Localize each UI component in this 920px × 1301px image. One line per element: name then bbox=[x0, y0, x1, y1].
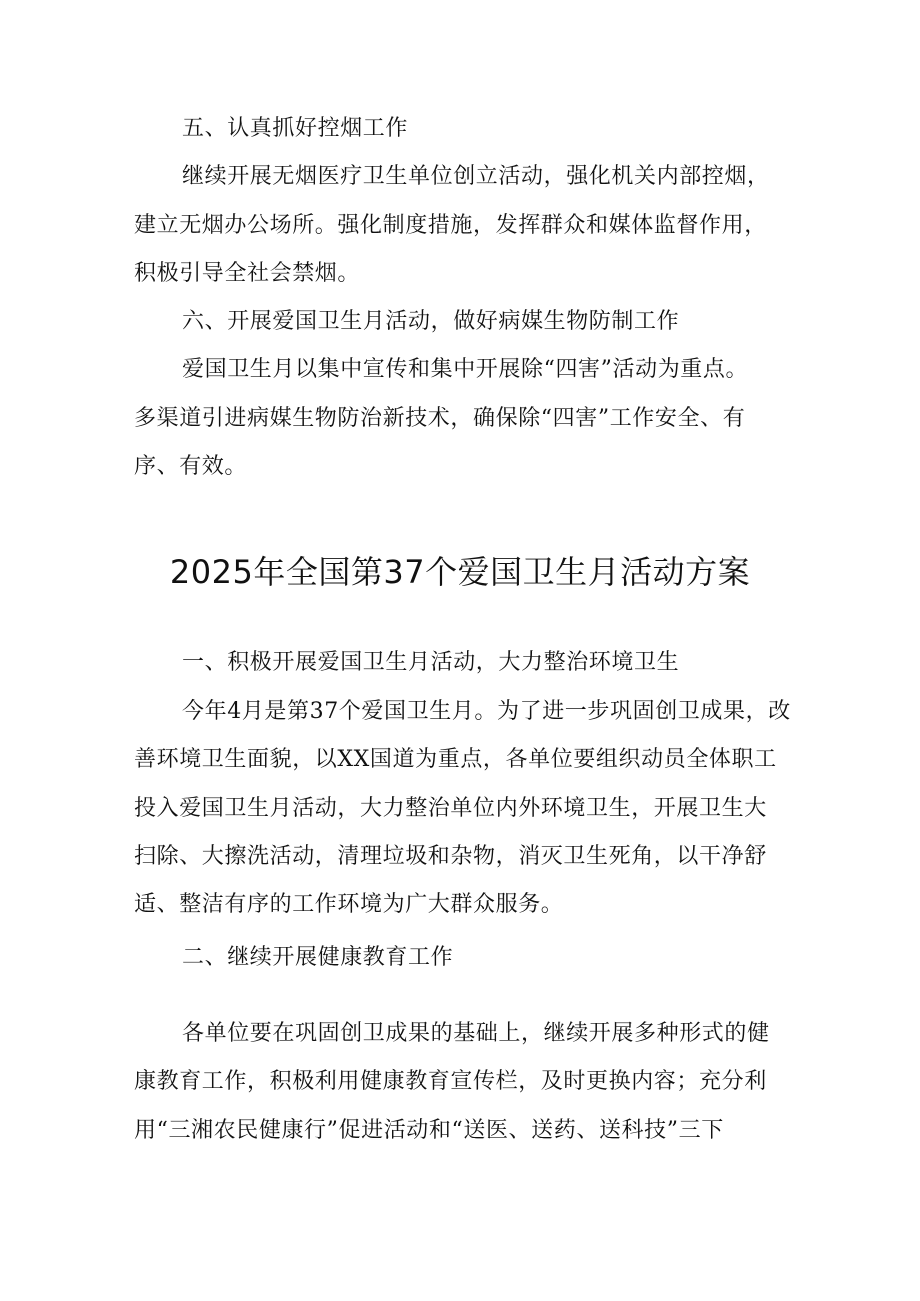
paragraph-line: 积极引导全社会禁烟。 bbox=[134, 261, 361, 286]
paragraph-line: 继续开展无烟医疗卫生单位创立活动，强化机关内部控烟， bbox=[182, 164, 770, 189]
section-heading-6: 六、开展爱国卫生月活动，做好病媒生物防制工作 bbox=[182, 309, 680, 334]
section-heading-5: 五、认真抓好控烟工作 bbox=[182, 116, 409, 141]
paragraph-line: 用“三湘农民健康行”促进活动和“送医、送药、送科技”三下 bbox=[134, 1118, 724, 1143]
paragraph-line: 各单位要在巩固创卫成果的基础上，继续开展多种形式的健 bbox=[182, 1021, 770, 1046]
paragraph-line: 善环境卫生面貌，以XX国道为重点，各单位要组织动员全体职工 bbox=[134, 747, 777, 772]
paragraph-line: 今年4月是第37个爱国卫生月。为了进一步巩固创卫成果，改 bbox=[182, 699, 791, 724]
document-title: 2025年全国第37个爱国卫生月活动方案 bbox=[169, 553, 751, 591]
paragraph-line: 序、有效。 bbox=[134, 454, 248, 479]
paragraph-line: 爱国卫生月以集中宣传和集中开展除“四害”活动为重点。 bbox=[182, 357, 749, 382]
paragraph-line: 多渠道引进病媒生物防治新技术，确保除“四害”工作安全、有 bbox=[134, 406, 746, 431]
paragraph-line: 康教育工作，积极利用健康教育宣传栏，及时更换内容；充分利 bbox=[134, 1069, 767, 1094]
paragraph-line: 建立无烟办公场所。强化制度措施，发挥群众和媒体监督作用， bbox=[134, 213, 767, 238]
section-heading-1: 一、积极开展爱国卫生月活动，大力整治环境卫生 bbox=[182, 650, 680, 675]
paragraph-line: 扫除、大擦洗活动，清理垃圾和杂物，消灭卫生死角，以干净舒 bbox=[134, 844, 767, 869]
section-heading-2: 二、继续开展健康教育工作 bbox=[182, 945, 454, 970]
paragraph-line: 投入爱国卫生月活动，大力整治单位内外环境卫生，开展卫生大 bbox=[134, 796, 767, 821]
paragraph-line: 适、整洁有序的工作环境为广大群众服务。 bbox=[134, 892, 564, 917]
